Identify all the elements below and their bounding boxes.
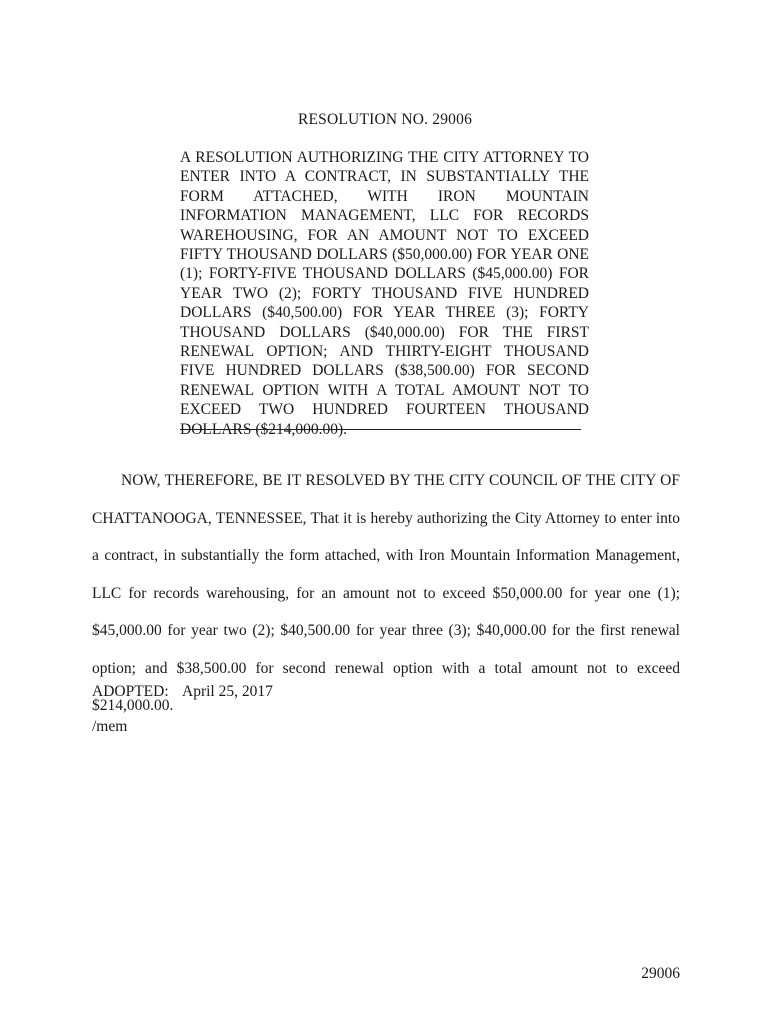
resolution-body-text: NOW, THEREFORE, BE IT RESOLVED BY THE CITY COUNCIL OF THE CITY OF CHATTANOOGA, TENNESSEE, That it is hereby authorizing the City Attorney to enter into a contract, in substantially the form attached, with Iron Mountain Information Management, LLC for records warehousing, for an amount not to exceed $50,000.00 for year one (1); $45,000.00 for year two (2); $40,500.00 for year three (3); $40,000.00 for the first renewal option; and $38,500.00 for second renewal option with a total amount not to exceed $214,000.00. [92, 472, 680, 714]
resolution-title: RESOLUTION NO. 29006 [297, 111, 473, 128]
resolution-caption: A RESOLUTION AUTHORIZING THE CITY ATTORNEY TO ENTER INTO A CONTRACT, IN SUBSTANTIALLY THE FORM ATTACHED, WITH IRON MOUNTAIN INFORMATION MANAGEMENT, LLC FOR RECORDS WAREHOUSING, FOR AN AMOUNT NOT TO EXCEED FIFTY THOUSAND DOLLARS ($50,000.00) FOR YEAR ONE (1); FORTY-FIVE THOUSAND DOLLARS ($45,000.00) FOR YEAR TWO (2); FORTY THOUSAND FIVE HUNDRED DOLLARS ($40,500.00) FOR YEAR THREE (3); FORTY THOUSAND DOLLARS ($40,000.00) FOR THE FIRST RENEWAL OPTION; AND THIRTY-EIGHT THOUSAND FIVE HUNDRED DOLLARS ($38,500.00) FOR SECOND RENEWAL OPTION WITH A TOTAL AMOUNT NOT TO EXCEED TWO HUNDRED FOURTEEN THOUSAND DOLLARS ($214,000.00). [180, 149, 589, 438]
typist-initials: /mem [92, 718, 128, 735]
page-number: 29006 [641, 965, 680, 982]
adopted-line [92, 683, 273, 701]
adopted-date: April 25, 2017 [182, 683, 273, 700]
caption-divider [180, 429, 581, 430]
adopted-label: ADOPTED: [92, 683, 169, 700]
